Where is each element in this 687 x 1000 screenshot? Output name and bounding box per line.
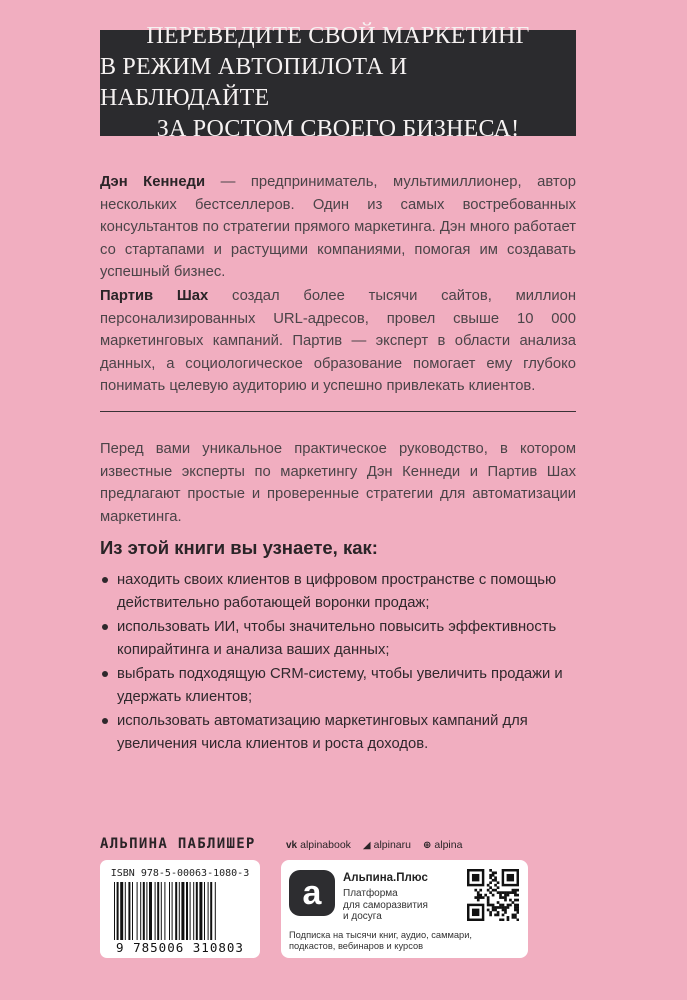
author-bio-text: — предприниматель, мультимиллионер, автор нескольких бестселлеров. Один из самых востребованных консультантов по стратегии прямого маркетинга. Дэн много работает со стартапами и растущими компаниями, помогая им создавать успешный бизнес.: [100, 174, 576, 280]
list-item: [100, 616, 586, 661]
isbn-text: ISBN 978-5-00063-1080-3: [110, 868, 250, 879]
platform-title: Альпина.Плюс: [343, 872, 428, 884]
alpina-plus-panel: [281, 860, 528, 958]
author-bio-text: создал более тысячи сайтов, миллион персонализированных URL-адресов, провел свыше 10 000 маркетинговых кампаний. Партив — эксперт в области анализа данных, а социологическое образование помогает ему глубоко понимать целевую аудиторию и успешно привлекать клиентов.: [100, 288, 576, 394]
list-item-text: находить своих клиентов в цифровом пространстве с помощью действительно работающей воронки продаж;: [117, 572, 557, 611]
social-vk[interactable]: [286, 839, 351, 851]
barcode-panel: [100, 860, 260, 958]
list-item: [100, 663, 586, 708]
list-item-text: выбрать подходящую CRM-систему, чтобы увеличить продажи и удержать клиентов;: [117, 666, 563, 705]
bullet-icon: [102, 624, 108, 630]
list-item: [100, 710, 586, 755]
social-label: alpinaru: [373, 839, 411, 851]
social-label: alpina: [434, 839, 463, 851]
list-item: [100, 569, 586, 614]
headline-line: В РЕЖИМ АВТОПИЛОТА И НАБЛЮДАЙТЕ: [100, 54, 408, 111]
list-item-text: использовать ИИ, чтобы значительно повысить эффективность копирайтинга и анализа ваших данных;: [117, 619, 557, 658]
learn-list: [100, 569, 586, 757]
social-links: [286, 839, 462, 851]
bullet-icon: [102, 577, 108, 583]
list-item-text: использовать автоматизацию маркетинговых кампаний для увеличения числа клиентов и роста доходов.: [117, 713, 528, 752]
social-alpina[interactable]: [423, 839, 462, 851]
author-name: Партив Шах: [100, 288, 209, 304]
qr-code-icon[interactable]: [467, 869, 519, 921]
subtitle-line: и досуга: [343, 911, 382, 922]
subtitle-line: Платформа: [343, 888, 398, 899]
divider: [100, 411, 576, 412]
bullet-icon: [102, 718, 108, 724]
bullet-icon: [102, 671, 108, 677]
subtitle-line: для саморазвития: [343, 899, 428, 911]
social-label: alpinabook: [300, 839, 351, 851]
vk-icon: vk: [286, 839, 298, 851]
plus-circle-icon: ⊕: [423, 839, 432, 851]
headline-banner: [100, 23, 576, 142]
book-intro: Перед вами уникальное практическое руководство, в котором известные эксперты по маркетингу Дэн Кеннеди и Партив Шах предлагают простые и проверенные стратегии для автоматизации маркетинга.: [100, 441, 576, 525]
author-bio-shah: [100, 285, 576, 398]
platform-subtitle: [343, 888, 428, 923]
alpina-app-icon: а: [289, 870, 335, 916]
subscription-note: Подписка на тысячи книг, аудио, саммари, подкастов, вебинаров и курсов: [289, 930, 473, 951]
publisher-logo: АЛЬПИНА ПАБЛИШЕР: [100, 836, 256, 852]
headline-line: ЗА РОСТОМ СВОЕГО БИЗНЕСА!: [156, 116, 520, 142]
headline-line: ПЕРЕВЕДИТЕ СВОЙ МАРКЕТИНГ: [146, 23, 530, 49]
author-name: Дэн Кеннеди: [100, 174, 206, 190]
ean-number: 9 785006 310803: [116, 940, 244, 955]
learn-heading: Из этой книги вы узнаете, как:: [100, 537, 378, 558]
social-telegram[interactable]: [363, 839, 411, 851]
barcode-icon: [114, 882, 246, 940]
author-bio-kennedy: [100, 171, 576, 284]
telegram-icon: ◢: [362, 839, 371, 851]
